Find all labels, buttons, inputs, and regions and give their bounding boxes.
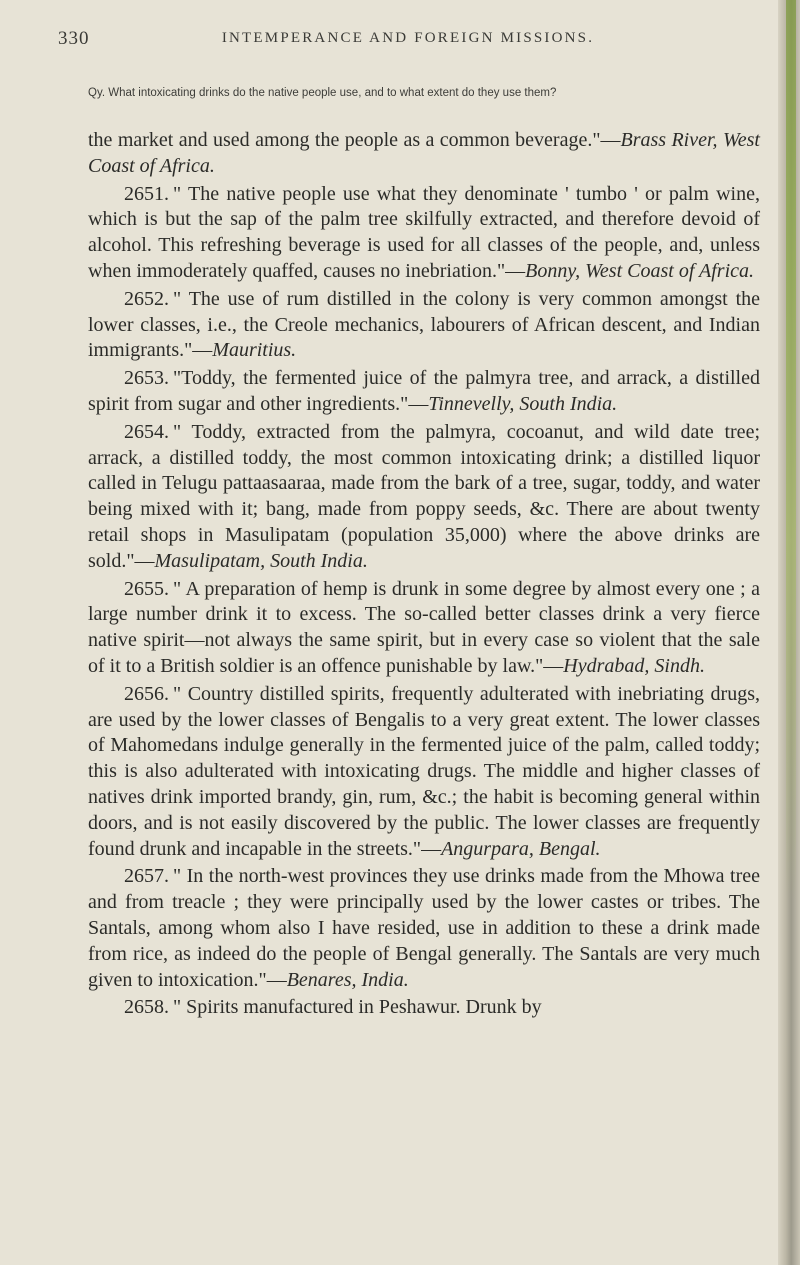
paragraph-number: 2658. <box>124 996 169 1019</box>
paragraph-text: " A preparation of hemp is drunk in some degree by almost every one ; a large number drink it to excess. The so-called better classes drink a very fierce native spirit—not always the same spirit, but in every case so violent that the sale of it to a British soldier is an offence punishable by law."— <box>88 577 760 677</box>
paragraph-text: " The use of rum distilled in the colony is very common amongst the lower classes, i.e., the Creole mechanics, labourers of African descent, and Indian immigrants."— <box>88 287 760 362</box>
paragraph-source: Tinnevelly, South India. <box>428 392 618 415</box>
body-text <box>88 128 760 1023</box>
paragraph-number: 2654. <box>124 420 169 443</box>
question-heading: Qy. What intoxicating drinks do the native people use, and to what extent do they use them? <box>88 87 557 99</box>
paragraph-source: Bonny, West Coast of Africa. <box>525 259 755 282</box>
paragraph-2656 <box>88 682 760 863</box>
paragraph-text: the market and used among the people as a common beverage."— <box>88 129 621 151</box>
paragraph-text: " The native people use what they denominate ' tumbo ' or palm wine, which is but the sap of the palm tree skilfully extracted, and therefore devoid of alcohol. This refreshing beverage is used for all classes of the people, and, unless when immoderately quaffed, causes no inebriation."— <box>88 182 760 282</box>
paragraph-source: Mauritius. <box>212 339 297 362</box>
paragraph-source: Hydrabad, Sindh. <box>563 654 705 677</box>
paragraph-text: " Country distilled spirits, frequently adulterated with inebriating drugs, are used by the lower classes of Bengalis to a very great extent. The lower classes of Mahomedans indulge generally in the fermented juice of the palm, called toddy; this is also adulterated with intoxicating drugs. The middle and higher classes of natives drink imported brandy, gin, rum, &c.; the habit is becoming general within doors, and is not easily discovered by the public. The lower classes are frequently found drunk and incapable in the streets."— <box>88 682 760 860</box>
paragraph-2653 <box>88 366 760 418</box>
paragraph-2658 <box>88 995 760 1021</box>
paragraph-text: " Spirits manufactured in Peshawur. Drunk by <box>173 996 542 1019</box>
paragraph-number: 2655. <box>124 577 169 600</box>
paragraph-2651 <box>88 182 760 285</box>
paragraph-source: Brass River, West Coast of Africa. <box>88 129 760 177</box>
running-head: INTEMPERANCE AND FOREIGN MISSIONS. <box>221 30 595 46</box>
paragraph-text: " In the north-west provinces they use drinks made from the Mhowa tree and from treacle ; they were principally used by the lower castes or tribes. The Santals, among whom also I have resided, use in addition to these a drink made from rice, as indeed do the people of Bengal generally. The Santals are very much given to intoxication."— <box>88 865 760 991</box>
paragraph-source: Benares, India. <box>286 968 409 991</box>
paragraph-2652 <box>88 287 760 364</box>
paragraph-number: 2657. <box>124 865 169 888</box>
paragraph-2657 <box>88 864 760 993</box>
paragraph-number: 2652. <box>124 287 169 310</box>
page-number: 330 <box>58 28 90 49</box>
paragraph-2654 <box>88 420 760 575</box>
paragraph-2655 <box>88 577 760 680</box>
paragraph-number: 2656. <box>124 682 169 705</box>
paragraph-number: 2651. <box>124 182 169 205</box>
page-edge-stain <box>786 0 796 900</box>
paragraph-text: " Toddy, extracted from the palmyra, cocoanut, and wild date tree; arrack, a distilled toddy, the most common intoxicating drink; a distilled liquor called in Telugu pattaasaaraa, made from the bark of a tree, sugar, toddy, and water being mixed with it; bang, made from poppy seeds, &c. There are about twenty retail shops in Masulipatam (population 35,000) where the above drinks are sold."— <box>88 420 760 572</box>
paragraph-continued <box>88 128 760 180</box>
page-header <box>58 28 748 52</box>
paragraph-source: Angurpara, Bengal. <box>441 837 601 860</box>
paragraph-text: "Toddy, the fermented juice of the palmyra tree, and arrack, a distilled spirit from sugar and other ingredients."— <box>88 367 760 415</box>
paragraph-source: Masulipatam, South India. <box>154 549 368 572</box>
paragraph-number: 2653. <box>124 367 169 390</box>
